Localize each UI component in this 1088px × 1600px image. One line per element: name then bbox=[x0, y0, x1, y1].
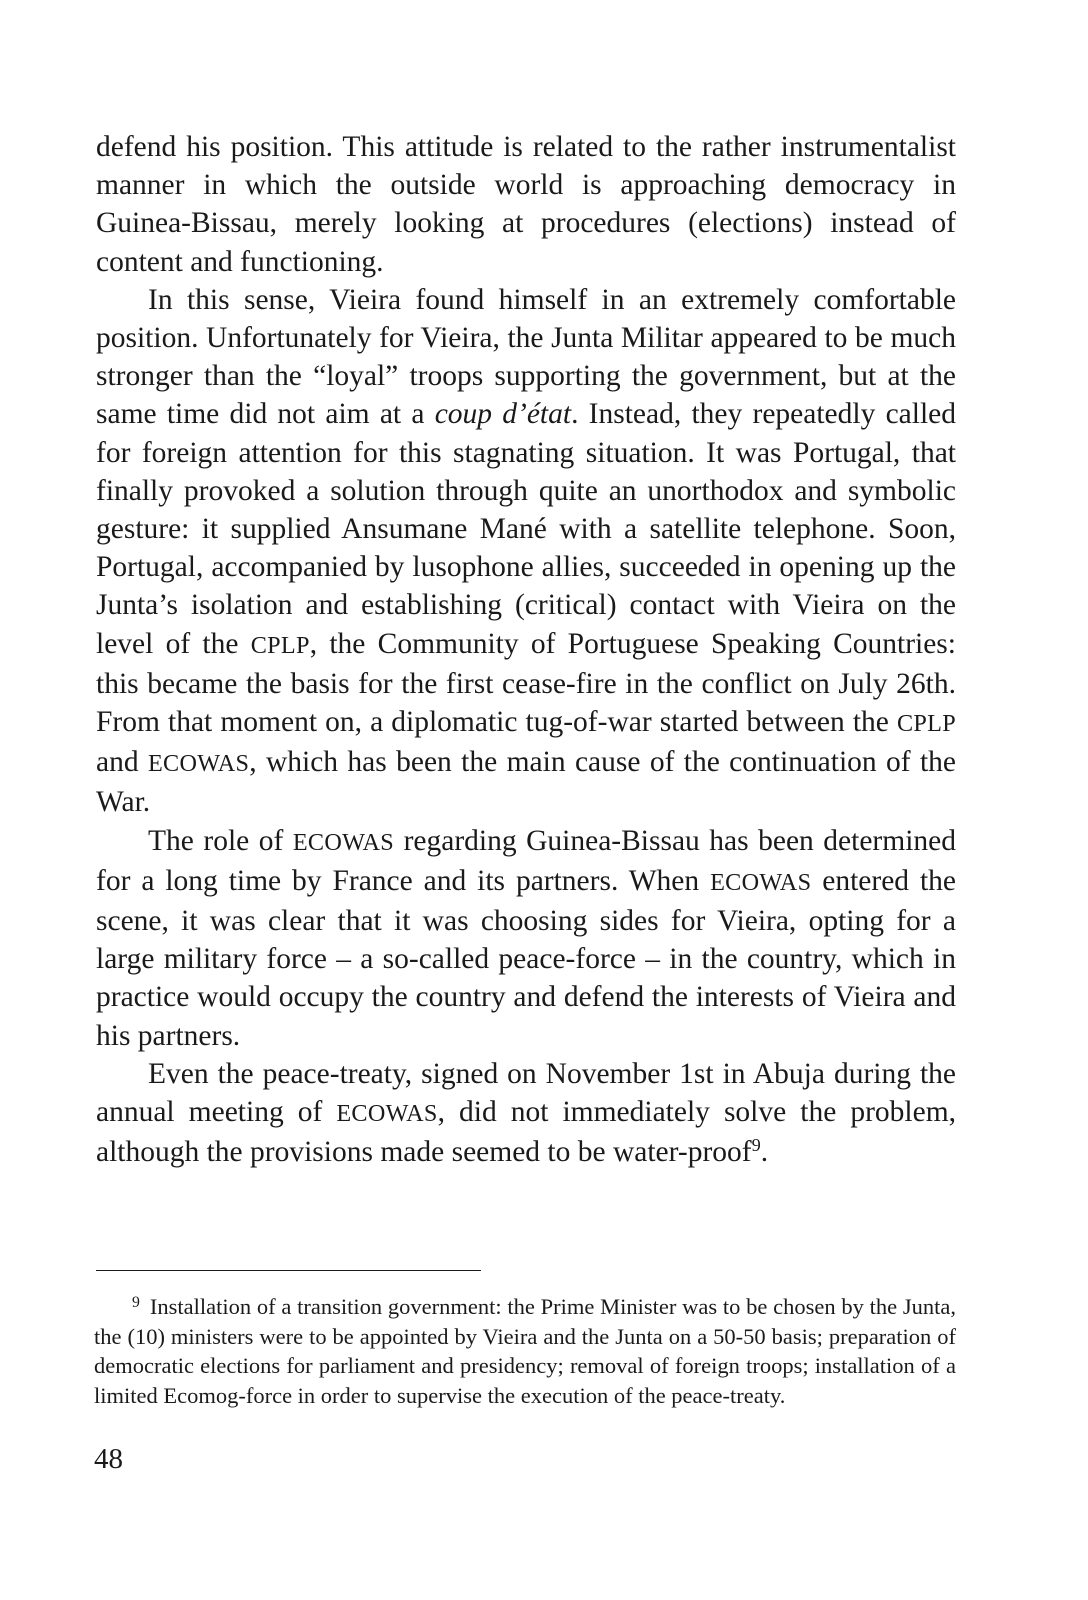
footnote-divider bbox=[96, 1270, 481, 1271]
paragraph-2-text-d: and bbox=[96, 746, 148, 779]
paragraph-3-text-b: regarding Guinea-Bissau has been determined for a long time by France and its partners. When bbox=[96, 824, 956, 897]
abbr-ecowas: ECOWAS bbox=[710, 868, 812, 896]
abbr-cplp: CPLP bbox=[896, 710, 956, 738]
footnote-9 bbox=[94, 1292, 956, 1410]
footnote-text: Installation of a transition government: the Prime Minister was to be chosen by the Junta, the (10) ministers were to be appointed by Vieira and the Junta on a 50-50 basis; preparation of democratic elections for parliament and presidency; removal of foreign troops; installation of a limited Ecomog-force in order to supervise the execution of the peace-treaty. bbox=[94, 1294, 956, 1408]
footnote-reference[interactable]: 9 bbox=[751, 1135, 761, 1156]
paragraph-1-text: defend his position. This attitude is related to the rather instrumentalist manner in which the outside world is approaching democracy in Guinea-Bissau, merely looking at procedures (elections) instead of content and functioning. bbox=[96, 131, 956, 278]
paragraph-3-text-c: entered the scene, it was clear that it was choosing sides for Vieira, opting for a large military force – a so-called peace-force – in the country, which in practice would occupy the country and defend the interests of Vieira and his partners. bbox=[96, 864, 957, 1052]
footnotes bbox=[94, 1292, 956, 1410]
paragraph-2-text-a: In this sense, Vieira found himself in an extremely comfortable position. Unfortunately for Vieira, the Junta Militar appeared to be much stronger than the “loyal” troops supporting the government, but at the same time did not aim at a bbox=[96, 283, 956, 431]
paragraph-2-text-b: . Instead, they repeatedly called for foreign attention for this stagnating situation. It was Portugal, that finally provoked a solution through quite an unorthodox and symbolic gesture: it supplied Ansumane Mané with a satellite telephone. Soon, Portugal, accompanied by lusophone allies, succeeded in opening up the Junta’s isolation and establishing (critical) contact with Vieira on the level of the bbox=[96, 398, 956, 660]
paragraph-4-text-c: . bbox=[760, 1136, 769, 1169]
abbr-ecowas: ECOWAS bbox=[147, 750, 250, 778]
abbr-ecowas: ECOWAS bbox=[292, 828, 395, 856]
paragraph-2 bbox=[96, 281, 956, 822]
paragraph-3 bbox=[96, 822, 956, 1055]
paragraph-2-text-c: , the Community of Portuguese Speaking Countries: this became the basis for the first cease-fire in the conflict on July 26th. From that moment on, a diplomatic tug-of-war started between the bbox=[96, 627, 956, 739]
abbr-ecowas: ECOWAS bbox=[336, 1100, 438, 1128]
paragraph-4 bbox=[96, 1055, 956, 1172]
footnote-marker: 9 bbox=[132, 1293, 140, 1311]
main-text bbox=[96, 128, 956, 1171]
abbr-cplp: CPLP bbox=[250, 631, 310, 659]
paragraph-4-text-a: Even the peace-treaty, signed on November 1st in Abuja during the annual meeting of bbox=[96, 1057, 956, 1129]
page-number: 48 bbox=[94, 1443, 123, 1475]
paragraph-2-text-e: , which has been the main cause of the continuation of the War. bbox=[96, 746, 956, 819]
paragraph-1 bbox=[96, 128, 956, 281]
paragraph-4-text-b: , did not immediately solve the problem, although the provisions made seemed to be water-proof bbox=[96, 1096, 957, 1169]
italic-phrase: coup d’état bbox=[434, 398, 572, 431]
paragraph-3-text-a: The role of bbox=[148, 824, 293, 857]
